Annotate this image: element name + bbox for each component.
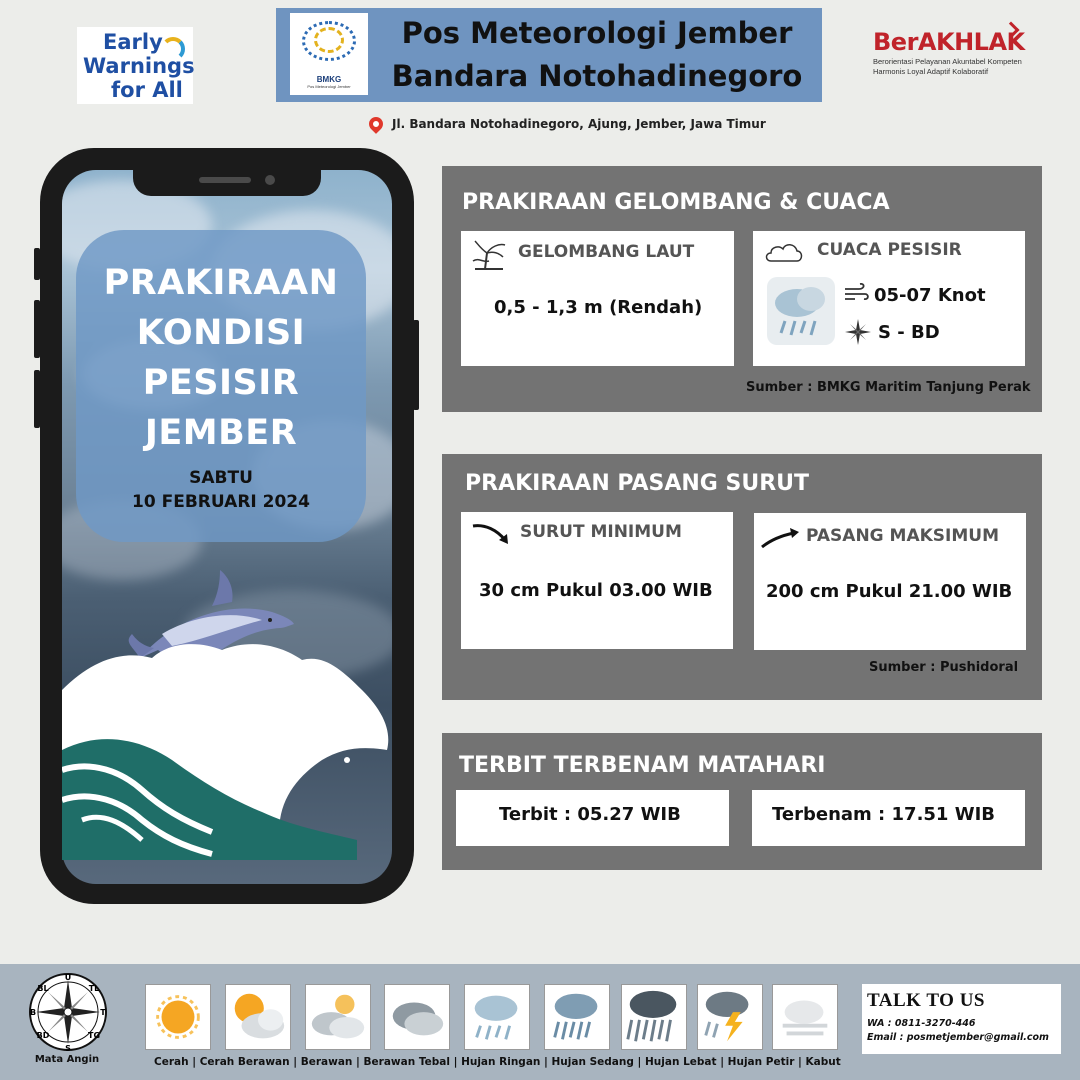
compass-label: Mata Angin	[34, 1054, 100, 1065]
wave-head: GELOMBANG LAUT	[518, 242, 695, 262]
bmkg-label: BMKG	[316, 75, 342, 84]
tide-max-box	[754, 513, 1026, 650]
light-rain-icon	[464, 984, 530, 1050]
tide-source: Sumber : Pushidoral	[869, 660, 1019, 675]
phone-button	[34, 248, 40, 280]
wind-direction: S - BD	[878, 322, 940, 343]
phone-button	[34, 300, 40, 358]
sun-cloud-icon	[225, 984, 291, 1050]
wave-icon	[62, 644, 388, 860]
card-day: SABTU	[189, 468, 253, 488]
compass-b: B	[29, 1008, 37, 1017]
page-title	[382, 12, 812, 98]
phone-speaker	[199, 177, 251, 183]
compass-bl: BL	[37, 984, 49, 993]
bmkg-sub: Pos Meteorologi Jember	[307, 84, 351, 89]
tide-max-value: 200 cm Pukul 21.00 WIB	[766, 581, 1013, 602]
compass-bd: BD	[36, 1031, 50, 1040]
card-line4: JEMBER	[144, 413, 298, 453]
thunderstorm-icon	[697, 984, 763, 1050]
compass-s: S	[65, 1044, 71, 1052]
ewfa-line2: Warnings	[83, 53, 195, 78]
compass-u: U	[64, 973, 72, 982]
tide-title: PRAKIRAAN PASANG SURUT	[465, 471, 810, 496]
tide-min-head: SURUT MINIMUM	[520, 522, 682, 542]
address-text: Jl. Bandara Notohadinegoro, Ajung, Jember, Jawa Timur	[392, 117, 766, 131]
talk-title: TALK TO US	[867, 990, 985, 1011]
title-box	[276, 8, 822, 102]
wave-value: 0,5 - 1,3 m (Rendah)	[494, 297, 703, 318]
compass-rose-icon	[845, 319, 871, 345]
sunset-value: Terbenam : 17.51 WIB	[772, 804, 995, 825]
tide-max-head: PASANG MAKSIMUM	[806, 526, 1000, 546]
berakhlak-logo	[873, 28, 1053, 94]
card-line3: PESISIR	[142, 363, 300, 403]
arrow-down-right-icon	[471, 522, 511, 546]
wave-source: Sumber : BMKG Maritim Tanjung Perak	[746, 380, 1031, 395]
wave-weather-title: PRAKIRAAN GELOMBANG & CUACA	[462, 190, 890, 215]
cloud-icon	[763, 237, 803, 265]
moderate-rain-icon	[544, 984, 610, 1050]
phone-button	[34, 370, 40, 428]
dolphin-wave-illustration	[62, 550, 392, 860]
card-title	[76, 258, 366, 458]
wind-speed: 05-07 Knot	[874, 285, 986, 306]
wind-icon	[843, 283, 869, 303]
fog-icon	[772, 984, 838, 1050]
location-pin-icon	[368, 112, 384, 136]
early-warnings-logo	[77, 27, 193, 104]
sun-title: TERBIT TERBENAM MATAHARI	[459, 753, 826, 778]
talk-email[interactable]: Email : posmetjember@gmail.com	[867, 1032, 1049, 1043]
compass-t: T	[100, 1008, 106, 1017]
sunset-box	[752, 790, 1025, 846]
sunrise-value: Terbit : 05.27 WIB	[499, 804, 681, 825]
berakhlak-word: BerAKHLAK	[873, 28, 1025, 56]
sun-icon	[145, 984, 211, 1050]
ewfa-line1: Early	[103, 29, 163, 54]
tide-min-box	[461, 512, 733, 649]
talk-to-us-box	[862, 984, 1061, 1054]
title-line2: Bandara Notohadinegoro	[391, 59, 803, 93]
weather-head: CUACA PESISIR	[817, 240, 962, 260]
rainbow-arc-icon	[161, 37, 185, 61]
phone-camera	[265, 175, 275, 185]
berakhlak-sub1: Berorientasi Pelayanan Akuntabel Kompeten	[873, 57, 1022, 66]
title-line1: Pos Meteorologi Jember	[401, 16, 793, 50]
arrow-up-right-icon	[760, 525, 800, 549]
talk-wa[interactable]: WA : 0811-3270-446	[867, 1018, 976, 1029]
compass-tg: TG	[87, 1031, 101, 1040]
light-rain-icon	[767, 277, 835, 345]
tide-min-value: 30 cm Pukul 03.00 WIB	[479, 580, 713, 601]
wave-box	[461, 231, 734, 366]
compass-tl: TL	[88, 984, 100, 993]
phone-button	[413, 320, 419, 410]
compass-icon	[24, 972, 112, 1052]
berakhlak-sub2: Harmonis Loyal Adaptif Kolaboratif	[873, 67, 989, 76]
bmkg-burst-inner-icon	[314, 27, 344, 53]
ewfa-line3: for All	[111, 77, 183, 102]
card-line2: KONDISI	[136, 313, 306, 353]
card-date-text: 10 FEBRUARI 2024	[132, 492, 310, 512]
storm-tree-icon	[471, 239, 507, 271]
partly-cloudy-icon	[305, 984, 371, 1050]
phone-notch	[133, 170, 321, 196]
card-line1: PRAKIRAAN	[103, 263, 339, 303]
weather-legend: Cerah | Cerah Berawan | Berawan | Berawan Tebal | Hujan Ringan | Hujan Sedang | Hujan Lebat | Hujan Petir | Kabut	[154, 1056, 841, 1068]
heavy-rain-icon	[621, 984, 687, 1050]
weather-box	[753, 231, 1025, 366]
thick-cloud-icon	[384, 984, 450, 1050]
sunrise-box	[456, 790, 729, 846]
card-date	[76, 466, 366, 514]
address	[368, 110, 766, 138]
bmkg-logo	[290, 13, 368, 95]
